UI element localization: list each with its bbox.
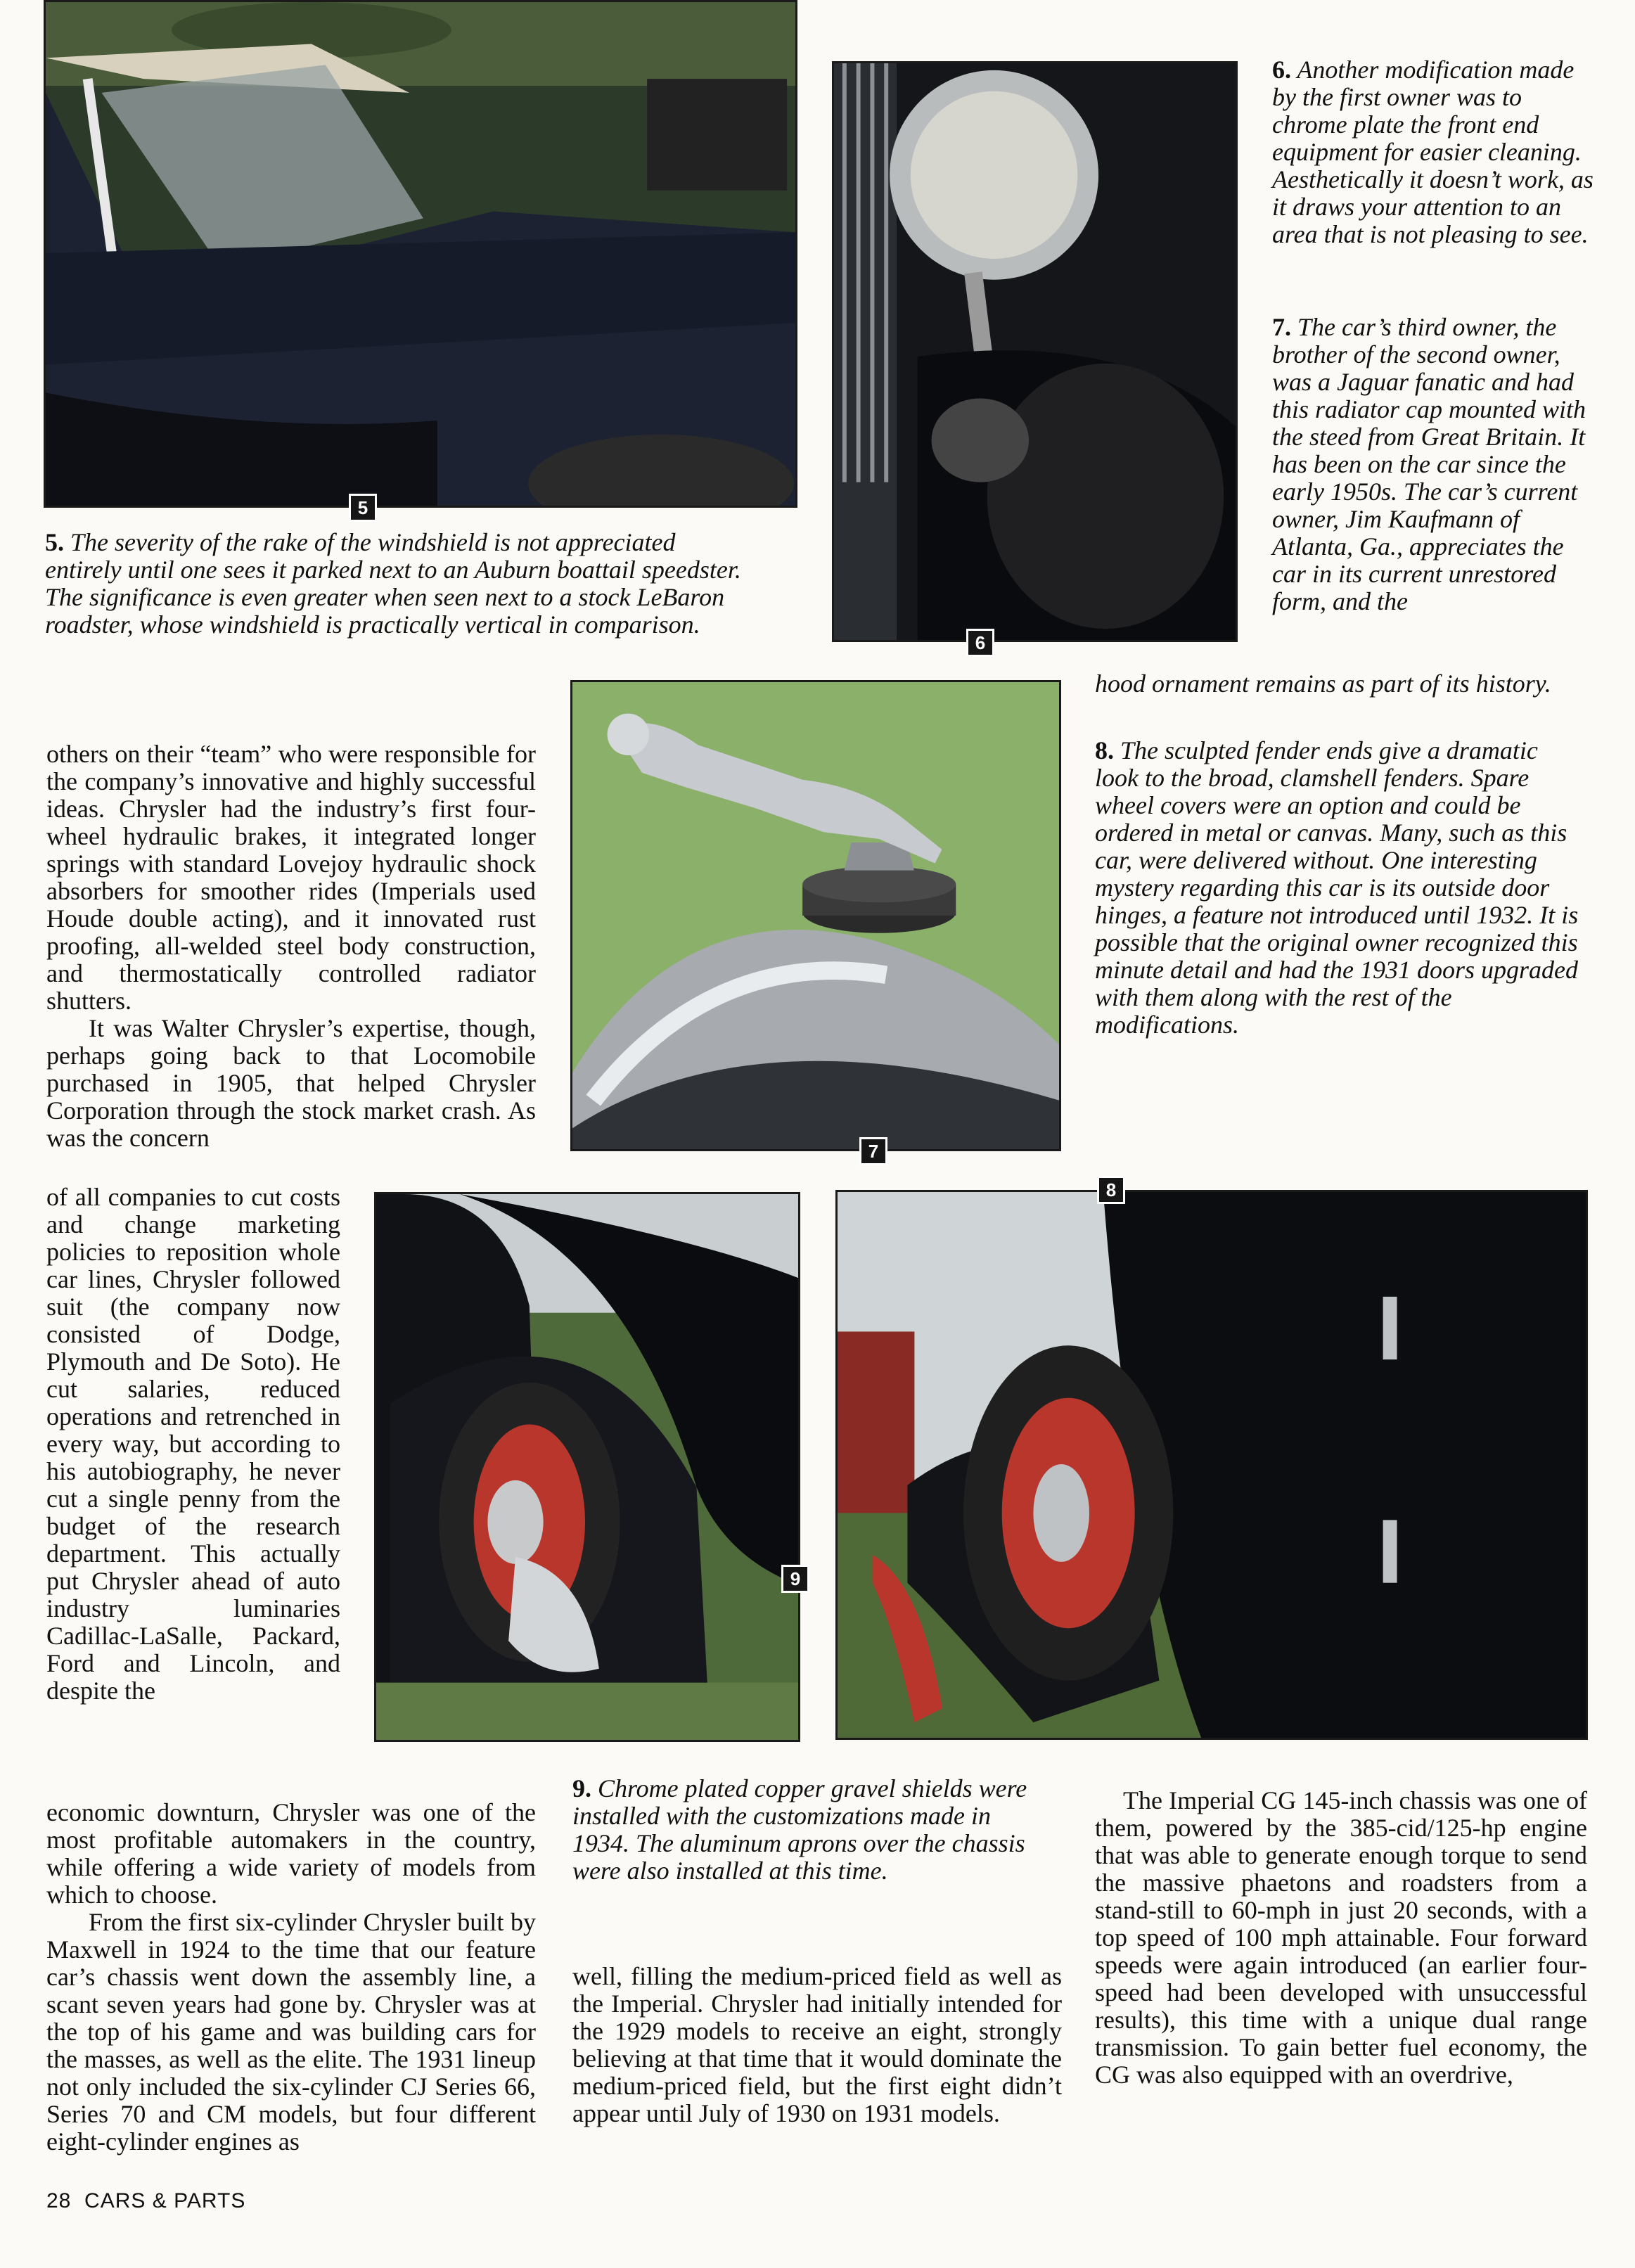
photo-gravel-shield	[374, 1192, 800, 1742]
article-right-column	[1095, 1787, 1587, 2089]
page-footer	[46, 2189, 245, 2213]
caption-8	[1095, 737, 1587, 1039]
photo-number-5: 5	[349, 494, 377, 522]
article-left-column-bottom	[46, 1799, 536, 2155]
magazine-name: CARS & PARTS	[84, 2189, 246, 2212]
caption-6-number: 6.	[1272, 56, 1291, 84]
photo-number-9: 9	[781, 1565, 809, 1593]
caption-5-number: 5.	[45, 528, 64, 556]
photo-number-6: 6	[966, 629, 994, 657]
photo-clamshell-fender	[835, 1190, 1588, 1740]
paragraph-imperial-cg: The Imperial CG 145-inch chassis was one of them, powered by the 385-cid/125-hp engine that was able to generate enough torque to send the massive phaetons and roadsters from a stand-still to 60-mph in just 20 seconds, with a top speed of 100 mph attainable. Four forward speeds were again introduced (an earlier four-speed had been developed with unsuccessful results), this time with a unique dual range transmission. To gain better fuel economy, the CG was also equipped with an overdrive,	[1095, 1786, 1587, 2089]
caption-9-text: Chrome plated copper gravel shields were installed with the customizations made in 1934. The aluminum aprons over the chassis were also installed at this time.	[572, 1774, 1027, 1885]
caption-7-number: 7.	[1272, 313, 1291, 341]
photo-jaguar-ornament	[570, 680, 1061, 1151]
article-middle-column: well, filling the medium-priced field as well as the Imperial. Chrysler had initially intended for the 1929 models to receive an eight, strongly believing at that time that it would dominate the medium-priced field, but the first eight didn’t appear until July of 1930 on 1931 models.	[572, 1962, 1062, 2127]
paragraph-expertise: It was Walter Chrysler’s expertise, though, perhaps going back to that Locomobile purchased in 1905, that helped Chrysler Corporation through the stock market crash. As was the concern	[46, 1014, 536, 1152]
photo-number-7: 7	[859, 1137, 887, 1165]
caption-8-number: 8.	[1095, 736, 1114, 764]
caption-7-text: The car’s third owner, the brother of the second owner, was a Jaguar fanatic and had this radiator cap mounted with the steed from Great Britain. It has been on the car since the early 1950s. The car’s current owner, Jim Kaufmann of Atlanta, Ga., appreciates the car in its current unrestored form, and the	[1272, 313, 1586, 615]
paragraph-six-cylinder: From the first six-cylinder Chrysler built by Maxwell in 1924 to the time that our feature car’s chassis went down the assembly line, a scant seven years had gone by. Chrysler was at the top of his game and was building cars for the masses, as well as the elite. The 1931 lineup not only included the six-cylinder CJ Series 66, Series 70 and CM models, but four different eight-cylinder engines as	[46, 1908, 536, 2155]
article-left-column-top	[46, 741, 536, 1152]
caption-5	[45, 529, 748, 639]
caption-6	[1272, 56, 1596, 248]
paragraph-team: others on their “team” who were responsible for the company’s innovative and highly successful ideas. Chrysler had the industry’s first four-wheel hydraulic brakes, it integrated longer springs with standard Lovejoy hydraulic shock absorbers for smoother rides (Imperials used Houde double acting), and it innovated rust proofing, all-welded steel body construction, and thermostatically controlled radiator shutters.	[46, 740, 536, 1015]
photo-number-8: 8	[1097, 1176, 1125, 1204]
paragraph-downturn: economic downturn, Chrysler was one of the most profitable automakers in the country, while offering a wide variety of models from which to choose.	[46, 1798, 536, 1909]
photo-headlight	[832, 61, 1238, 642]
caption-8-text: The sculpted fender ends give a dramatic look to the broad, clamshell fenders. Spare wheel covers were an option and could be ordered in metal or canvas. Many, such as this car, were delivered without. One interesting mystery regarding this car is its outside door hinges, a feature not introduced until 1932. It is possible that the original owner recognized this minute detail and had the 1931 doors upgraded with them along with the rest of the modifications.	[1095, 736, 1579, 1039]
photo-windshield	[44, 0, 797, 508]
caption-7	[1272, 314, 1596, 615]
caption-9-number: 9.	[572, 1774, 591, 1802]
article-left-column-narrow: of all companies to cut costs and change marketing policies to reposition whole car lines, Chrysler followed suit (the company now consisted of Dodge, Plymouth and De Soto). He cut salaries, reduced operations and retrenched in every way, but according to his autobiography, he never cut a single penny from the budget of the research department. This actually put Chrysler ahead of auto industry luminaries Cadillac-LaSalle, Packard, Ford and Lincoln, and despite the	[46, 1183, 340, 1705]
page-number: 28	[46, 2189, 72, 2212]
caption-6-text: Another modification made by the first owner was to chrome plate the front end equipment for easier cleaning. Aesthetically it doesn’t work, as it draws your attention to an area that is not pleasing to see.	[1272, 56, 1594, 248]
caption-7-continued: hood ornament remains as part of its history.	[1095, 669, 1551, 698]
caption-9	[572, 1775, 1051, 1885]
caption-5-text: The severity of the rake of the windshield is not appreciated entirely until one sees it parked next to an Auburn boattail speedster. The significance is even greater when seen next to a stock LeBaron roadster, whose windshield is practically vertical in comparison.	[45, 528, 741, 639]
